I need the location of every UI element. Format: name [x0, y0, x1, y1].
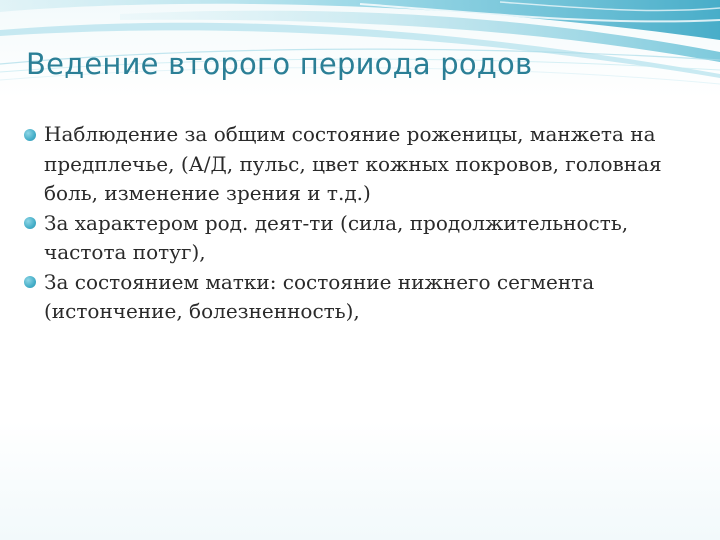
bullet-item: [22, 209, 702, 268]
slide-title: Ведение второго периода родов: [26, 47, 533, 81]
slide-body: [22, 120, 702, 327]
bullet-text: За состоянием матки: состояние нижнего сегмента (истончение, болезненность),: [44, 269, 595, 323]
bullet-dot-icon: [24, 129, 36, 141]
bullet-item: [22, 268, 702, 327]
bullet-item: [22, 120, 702, 209]
bullet-dot-icon: [24, 217, 36, 229]
bullet-dot-icon: [24, 276, 36, 288]
bullet-text: За характером род. деят-ти (сила, продолжительность, частота потуг),: [44, 210, 629, 264]
bullet-text: Наблюдение за общим состояние роженицы, манжета на предплечье, (А/Д, пульс, цвет кожных покровов, головная боль, изменение зрения и т.д.): [44, 122, 662, 205]
bullet-list: [22, 120, 702, 327]
